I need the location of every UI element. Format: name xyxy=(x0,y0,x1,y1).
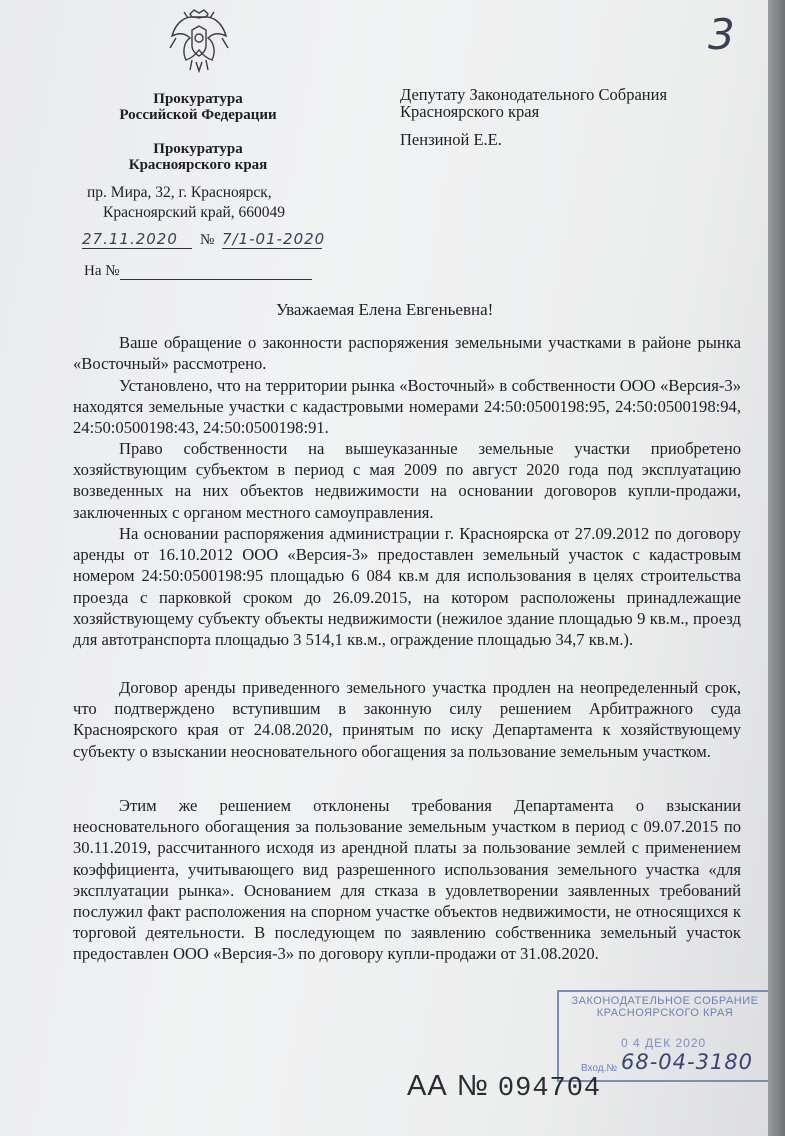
reference-number: 7/1-01-2020 xyxy=(222,230,326,248)
reference-number-sign: № xyxy=(200,232,215,248)
paragraph-6: Этим же решением отклонены требования Департамента о взыскании неосновательного обогащения за пользование земельным участком в период с 09.07.2015 по 30.11.2019, рассчитанного исходя из арендной платы за пользование землей с применением коэффициента, учитывающего вид разрешенного использования земельного участка «для эксплуатации рынка». Основанием для стказа в удовлетворении заявленных требований послужил факт расположения на спорном участке объектов недвижимости, не относящихся к торговой деятельности. В последующем по заявлению собственника земельный участок предоставлен ООО «Версия-3» по договору купли-продажи от 31.08.2020. xyxy=(73,796,741,964)
stamp-date: 0 4 ДЕК 2020 xyxy=(621,1036,707,1050)
stamp-line2: КРАСНОЯРСКОГО КРАЯ xyxy=(596,1007,734,1019)
registration-stamp xyxy=(557,990,768,1082)
salutation: Уважаемая Елена Евгеньевна! xyxy=(276,300,494,319)
sender-org-line1: Прокуратура xyxy=(153,91,243,107)
page-mark-handwritten: 3 xyxy=(708,10,735,59)
form-serial-number: 094704 xyxy=(497,1074,602,1104)
form-serial-series: АА № xyxy=(407,1070,489,1102)
paragraph-5: Договор аренды приведенного земельного участка продлен на неопределенный срок, что подтверждено вступившим в законную силу решением Арбитражного суда Красноярского края от 24.08.2020, принятым по иску Департамента к хозяйствующему субъекту о взыскании неосновательного обогащения за пользование земельным участком. xyxy=(73,678,741,761)
recipient-name: Пензиной Е.Е. xyxy=(400,130,502,149)
coat-of-arms-emblem xyxy=(166,8,232,74)
stamp-vkhod-label: Вход.№ xyxy=(581,1063,618,1074)
reference-date: 27.11.2020 xyxy=(82,230,192,249)
sender-org-line2: Российской Федерации xyxy=(119,107,277,123)
sender-address-line2: Красноярский край, 660049 xyxy=(103,204,286,221)
paragraph-4: На основании распоряжения администрации г. Красноярска от 27.09.2012 по договору аренды от 16.10.2012 ООО «Версия-3» предоставлен земельный участок с кадастровым номером 24:50:0500198:95 площадью 6 084 кв.м для использования в целях строительства проезда с парковкой сроком до 26.09.2015, на котором расположены принадлежащие хозяйствующему субъекту объекты недвижимости (нежилое здание площадью 9 кв.м., проезд для автотранспорта площадью 3 514,1 кв.м., ограждение площадью 34,7 кв.м.). xyxy=(73,524,741,650)
sender-address-line1: пр. Мира, 32, г. Красноярск, xyxy=(87,184,272,201)
reference-na-line xyxy=(120,279,312,280)
stamp-line1: ЗАКОНОДАТЕЛЬНОЕ СОБРАНИЕ xyxy=(571,995,759,1007)
background-edge xyxy=(768,0,785,1136)
reference-na-label: На № xyxy=(84,263,120,279)
sender-org-line3: Прокуратура xyxy=(153,141,243,157)
paragraph-3: Право собственности на вышеуказанные земельные участки приобретено хозяйствующим субъектом в период с мая 2009 по август 2020 года под эксплуатацию возведенных на них объектов недвижимости на основании договоров купли-продажи, заключенных с органом местного самоуправления. xyxy=(73,439,741,522)
recipient-line2: Красноярского края xyxy=(400,102,540,121)
stamp-vkhod-number: 68-04-3180 xyxy=(621,1050,754,1074)
form-serial xyxy=(407,1070,601,1104)
paragraph-2: Установлено, что на территории рынка «Восточный» в собственности ООО «Версия-3» находятся земельные участки с кадастровыми номерами 24:50:0500198:95, 24:50:0500198:94, 24:50:0500198:43, 24:50:0500198:91. xyxy=(73,376,741,438)
sender-org-line4: Красноярского края xyxy=(128,157,268,173)
recipient-line1: Депутату Законодательного Собрания xyxy=(400,85,668,104)
paragraph-1: Ваше обращение о законности распоряжения земельными участками в районе рынка «Восточный» рассмотрено. xyxy=(73,333,741,374)
